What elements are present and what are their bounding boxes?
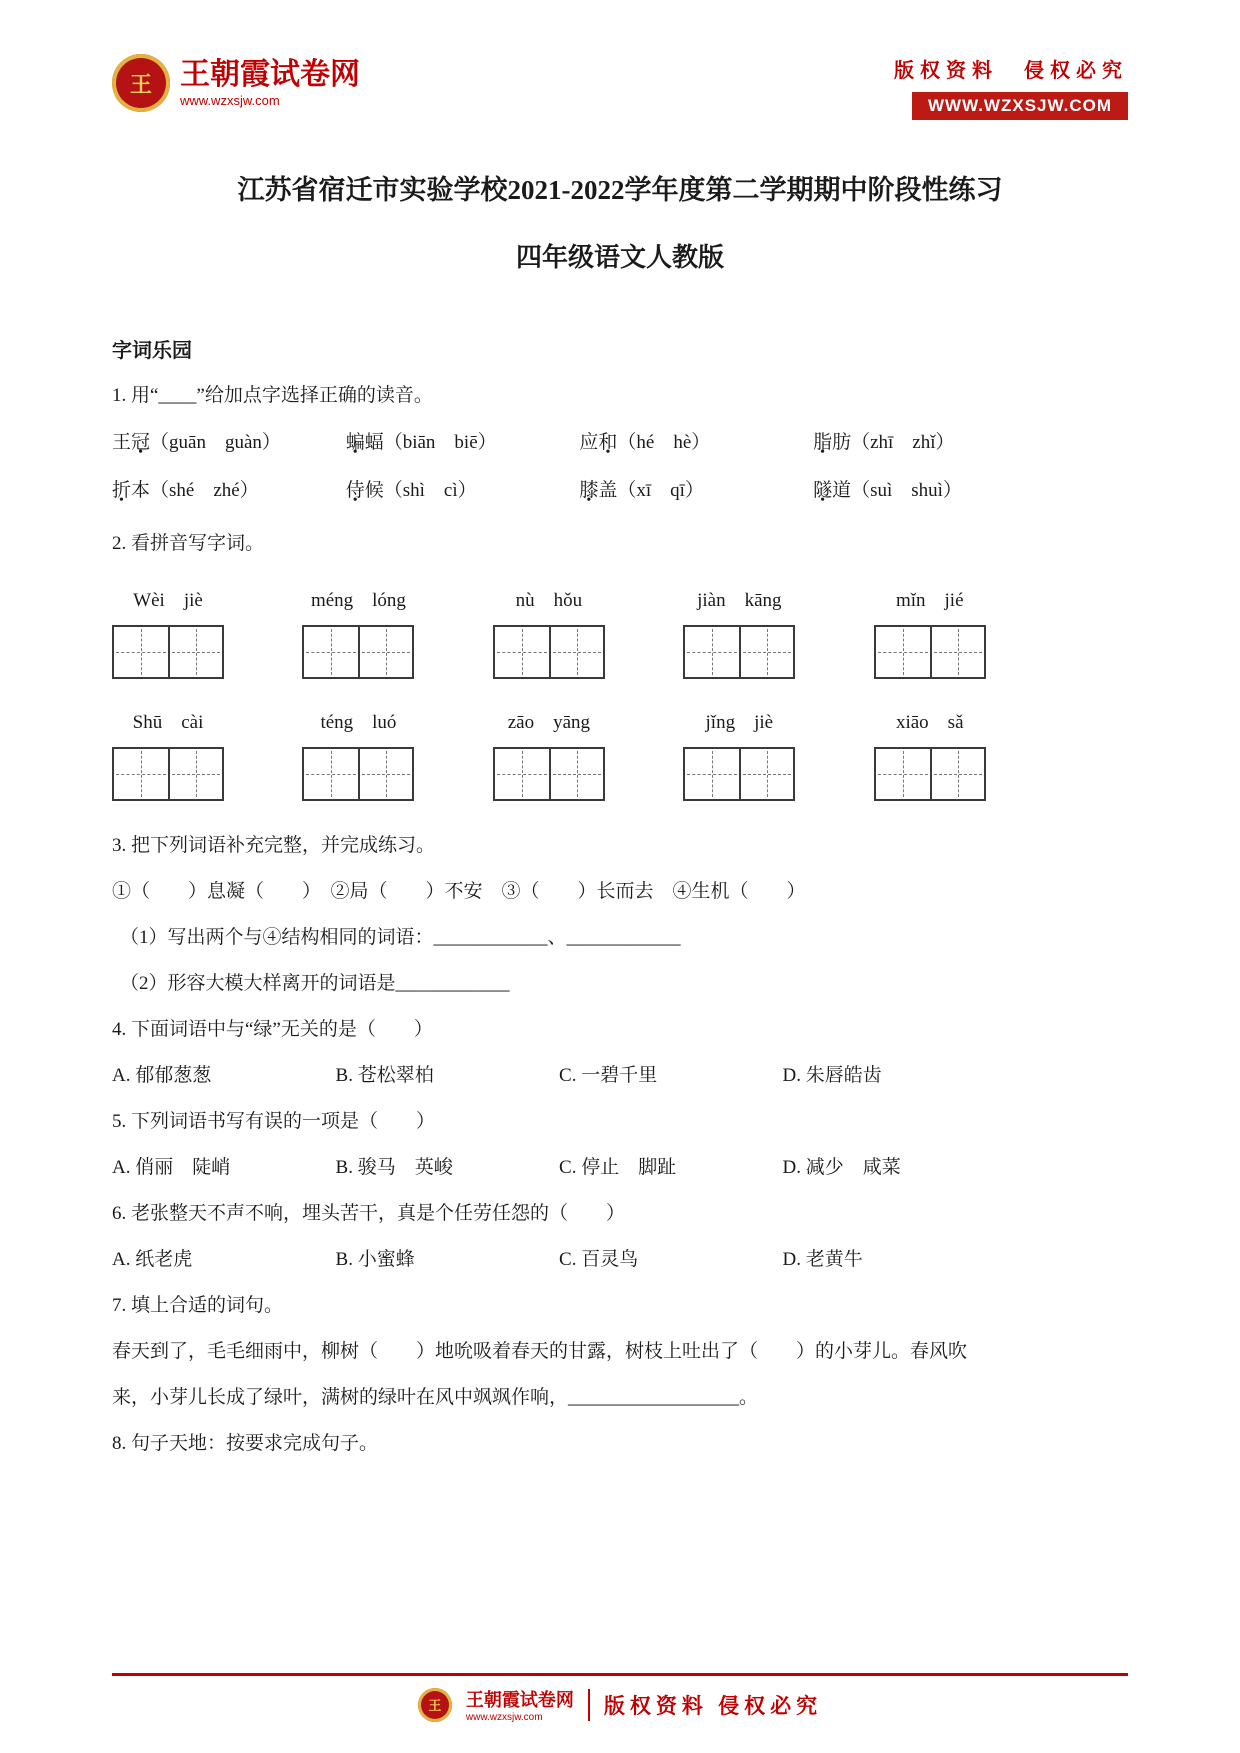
- writing-grid-cell: [114, 627, 168, 677]
- pinyin-grid-group: [112, 585, 224, 679]
- pinyin-label: téng luó: [320, 712, 397, 733]
- pronunciation-item: [813, 429, 1047, 457]
- writing-grid: [683, 625, 795, 679]
- logo-text: [180, 59, 360, 108]
- pronunciation-item: [112, 429, 346, 457]
- pinyin-choices: （zhī zhǐ）: [851, 432, 955, 453]
- hanzi-char: 蝠: [364, 432, 384, 453]
- question-7-line-2: 来，小芽儿长成了绿叶，满树的绿叶在风中飒飒作响，__________________。: [112, 1387, 759, 1408]
- question-5-stem: 5. 下列词语书写有误的一项是（ ）: [112, 1111, 436, 1132]
- footer-logo-site-url: www.wzxsjw.com: [465, 1712, 543, 1723]
- question-4: [112, 1017, 1128, 1089]
- question-6-stem: 6. 老张整天不声不响，埋头苦干，真是个任劳任怨的（ ）: [112, 1203, 626, 1224]
- answer-option: A. 纸老虎: [112, 1249, 193, 1270]
- hanzi-char: 本: [131, 480, 151, 501]
- pinyin-grid-group: [493, 707, 605, 801]
- question-1: [112, 383, 1128, 505]
- q5-options: [112, 1155, 1006, 1181]
- question-3-stem: 3. 把下列词语补充完整，并完成练习。: [112, 835, 436, 856]
- answer-option: D. 老黄牛: [782, 1249, 863, 1270]
- answer-option: A. 俏丽 陡峭: [112, 1157, 231, 1178]
- writing-grid: [112, 625, 224, 679]
- pinyin-label: méng lóng: [310, 590, 406, 611]
- question-3-sub2: （2）形容大模大样离开的词语是____________: [120, 973, 510, 994]
- question-3: [112, 833, 1128, 997]
- writing-grid: [493, 747, 605, 801]
- q4-options: [112, 1063, 1006, 1089]
- exam-title: 江苏省宿迁市实验学校2021-2022学年度第二学期期中阶段性练习: [237, 175, 1003, 205]
- question-1-stem: 1. 用“____”给加点字选择正确的读音。: [112, 385, 433, 406]
- pinyin-label: mǐn jié: [895, 590, 964, 611]
- hanzi-char: 道: [832, 480, 852, 501]
- writing-grid-cell: [685, 627, 739, 677]
- pinyin-choices: （hé hè）: [617, 432, 711, 453]
- pinyin-label: Shū cài: [132, 712, 204, 733]
- pinyin-grid-group: [874, 585, 986, 679]
- dotted-hanzi-char: 侍: [345, 480, 365, 501]
- writing-grid-cell: [495, 749, 549, 799]
- pinyin-grid-group: [112, 707, 224, 801]
- question-2: [112, 531, 1128, 801]
- answer-option: B. 苍松翠柏: [335, 1065, 434, 1086]
- footer-logo-row: [112, 1686, 1128, 1723]
- writing-grid-cell: [549, 749, 603, 799]
- pinyin-choices: （shì cì）: [383, 480, 477, 501]
- pronunciation-item: [112, 477, 346, 505]
- dotted-hanzi-char: 冠: [131, 432, 151, 453]
- pinyin-choices: （xī qī）: [617, 480, 704, 501]
- pinyin-choices: （suì shuì）: [851, 480, 962, 501]
- writing-grid: [874, 625, 986, 679]
- pinyin-label: nù hǒu: [515, 590, 583, 611]
- question-2-stem: 2. 看拼音写字词。: [112, 533, 265, 554]
- question-3-sub1: （1）写出两个与④结构相同的词语：____________、____________: [120, 927, 681, 948]
- pinyin-grid-group: [302, 707, 414, 801]
- writing-grid-cell: [304, 627, 358, 677]
- site-url-banner: WWW.WZXSJW.COM: [912, 92, 1128, 120]
- pinyin-label: jǐng jiè: [705, 712, 774, 733]
- dotted-hanzi-char: 脂: [813, 432, 833, 453]
- logo-site-url: www.wzxsjw.com: [180, 92, 280, 108]
- hanzi-char: 盖: [598, 480, 618, 501]
- section-heading: 字词乐园: [112, 340, 192, 362]
- dotted-hanzi-char: 折: [112, 480, 132, 501]
- pinyin-grid-group: [874, 707, 986, 801]
- pinyin-grid-row: [112, 707, 986, 801]
- hanzi-char: 应: [579, 432, 599, 453]
- question-7: [112, 1293, 1128, 1411]
- pronunciation-row: [112, 429, 1047, 457]
- hanzi-char: 候: [364, 480, 384, 501]
- pinyin-label: xiāo sǎ: [895, 712, 964, 733]
- dotted-hanzi-char: 膝: [579, 480, 599, 501]
- writing-grid-cell: [168, 627, 222, 677]
- writing-grid: [683, 747, 795, 801]
- pinyin-grid-group: [302, 585, 414, 679]
- pinyin-label: Wèi jiè: [133, 590, 203, 611]
- question-7-line-1: 春天到了，毛毛细雨中，柳树（ ）地吮吸着春天的甘露，树枝上吐出了（ ）的小芽儿。春风吹: [112, 1341, 968, 1362]
- exam-subtitle: 四年级语文人教版: [515, 243, 724, 272]
- writing-grid-cell: [549, 627, 603, 677]
- writing-grid: [874, 747, 986, 801]
- writing-grid: [112, 747, 224, 801]
- writing-grid-cell: [358, 627, 412, 677]
- pronunciation-item: [579, 477, 813, 505]
- pinyin-grid-group: [493, 585, 605, 679]
- footer-separator: [588, 1689, 590, 1721]
- writing-grid-cell: [930, 627, 984, 677]
- writing-grid: [302, 747, 414, 801]
- copyright-notice: 版权资料 侵权必究: [894, 60, 1128, 82]
- writing-grid-cell: [739, 749, 793, 799]
- answer-option: C. 停止 脚趾: [559, 1157, 677, 1178]
- answer-option: C. 一碧千里: [559, 1065, 658, 1086]
- pinyin-label: jiàn kāng: [697, 590, 782, 611]
- pronunciation-item: [579, 429, 813, 457]
- question-6: [112, 1201, 1128, 1273]
- writing-grid-cell: [876, 627, 930, 677]
- pinyin-choices: （biān biē）: [383, 432, 497, 453]
- pronunciation-item: [813, 477, 1047, 505]
- question-8-stem: 8. 句子天地：按要求完成句子。: [112, 1433, 379, 1454]
- dotted-hanzi-char: 和: [598, 432, 618, 453]
- answer-option: B. 骏马 英峻: [335, 1157, 453, 1178]
- writing-grid: [302, 625, 414, 679]
- q6-options: [112, 1247, 1006, 1273]
- header-right: [894, 54, 1128, 120]
- dotted-hanzi-char: 隧: [813, 480, 833, 501]
- site-logo: [112, 54, 360, 112]
- pinyin-choices: （guān guàn）: [150, 432, 281, 453]
- footer-divider: [112, 1673, 1128, 1676]
- footer-logo-name: 王朝霞试卷网: [465, 1690, 574, 1710]
- answer-option: A. 郁郁葱葱: [112, 1065, 212, 1086]
- hanzi-char: 王: [112, 432, 132, 453]
- exam-body: [112, 334, 1128, 1457]
- answer-option: B. 小蜜蜂: [335, 1249, 415, 1270]
- footer-logo-text: [466, 1686, 574, 1723]
- writing-grid-cell: [358, 749, 412, 799]
- pinyin-grid-row: [112, 585, 986, 679]
- writing-grid: [493, 625, 605, 679]
- logo-name: 王朝霞试卷网: [180, 57, 360, 91]
- writing-grid-cell: [876, 749, 930, 799]
- writing-grid-cell: [114, 749, 168, 799]
- question-3-blanks: ①（ ）息凝（ ） ②局（ ）不安 ③（ ）长而去 ④生机（ ）: [112, 881, 806, 902]
- pinyin-grid-group: [683, 707, 795, 801]
- q2-groups: [112, 585, 1128, 801]
- writing-grid-cell: [304, 749, 358, 799]
- pinyin-grid-group: [683, 585, 795, 679]
- footer-copyright-notice: 版权资料 侵权必究: [603, 1693, 823, 1718]
- footer-seal-icon: 王: [418, 1688, 452, 1722]
- page-footer: [112, 1673, 1128, 1723]
- dotted-hanzi-char: 蝙: [345, 432, 365, 453]
- question-5: [112, 1109, 1128, 1181]
- question-4-stem: 4. 下面词语中与“绿”无关的是（ ）: [112, 1019, 433, 1040]
- answer-option: D. 朱唇皓齿: [782, 1065, 882, 1086]
- logo-seal-icon: 王: [112, 54, 170, 112]
- writing-grid-cell: [685, 749, 739, 799]
- page-header: [112, 54, 1128, 120]
- pronunciation-item: [346, 477, 580, 505]
- writing-grid-cell: [739, 627, 793, 677]
- writing-grid-cell: [930, 749, 984, 799]
- pronunciation-item: [346, 429, 580, 457]
- writing-grid-cell: [495, 627, 549, 677]
- writing-grid-cell: [168, 749, 222, 799]
- answer-option: D. 减少 咸菜: [782, 1157, 901, 1178]
- question-7-stem: 7. 填上合适的词句。: [112, 1295, 284, 1316]
- q1-rows: [112, 429, 1128, 505]
- hanzi-char: 肪: [832, 432, 852, 453]
- pinyin-choices: （shé zhé）: [150, 480, 259, 501]
- pronunciation-row: [112, 477, 1047, 505]
- pinyin-label: zāo yāng: [507, 712, 591, 733]
- question-8: [112, 1431, 1128, 1457]
- answer-option: C. 百灵鸟: [559, 1249, 639, 1270]
